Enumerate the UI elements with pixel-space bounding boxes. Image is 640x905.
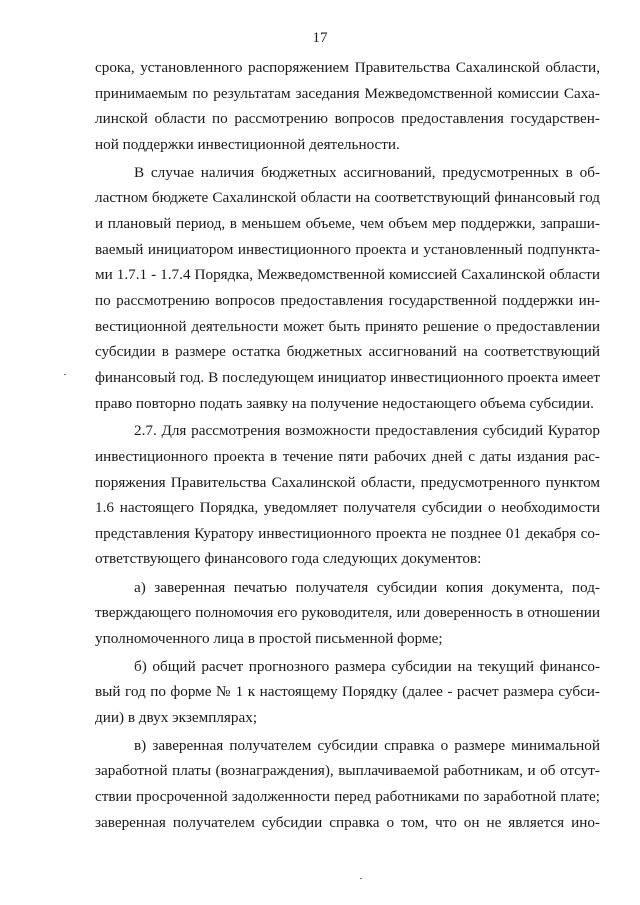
page-number: 17 xyxy=(312,30,328,46)
text-line: и плановый период, в меньшем объеме, чем объем мер поддержки, запраши- xyxy=(95,215,600,232)
text-line: уполномоченного лица в простой письменной форме; xyxy=(95,630,443,647)
text-line: представления Куратору инвестиционного проекта не позднее 01 декабря со- xyxy=(95,525,600,542)
text-line: ной поддержки инвестиционной деятельности. xyxy=(95,136,400,153)
text-line: вестиционной деятельности может быть принято решение о предоставлении xyxy=(95,318,600,335)
text-line: тверждающего полномочия его руководителя, или доверенность в отношении xyxy=(95,604,600,621)
text-line: заверенная получателем субсидии справка о том, что он не является ино- xyxy=(95,814,600,831)
text-line: ми 1.7.1 - 1.7.4 Порядка, Межведомственной комиссией Сахалинской области xyxy=(95,266,600,283)
text-line: вый год по форме № 1 к настоящему Порядку (далее - расчет размера субси- xyxy=(95,683,600,700)
text-line: срока, установленного распоряжением Правительства Сахалинской области, xyxy=(95,59,600,76)
text-line: финансовый год. В последующем инициатор инвестиционного проекта имеет xyxy=(95,369,600,386)
text-line: а) заверенная печатью получателя субсидии копия документа, под- xyxy=(134,579,600,596)
text-line: по рассмотрению вопросов предоставления государственной поддержки ин- xyxy=(95,292,600,309)
text-line: право повторно подать заявку на получение недостающего объема субсидии. xyxy=(95,395,594,412)
text-line: ластном бюджете Сахалинской области на соответствующий финансовый год xyxy=(95,189,600,206)
text-line: В случае наличия бюджетных ассигнований, предусмотренных в об- xyxy=(134,164,600,181)
text-line: ваемый инициатором инвестиционного проекта и установленный подпункта- xyxy=(95,241,600,258)
scan-speck xyxy=(64,374,66,375)
text-line: ствии просроченной задолженности перед работниками по заработной плате; xyxy=(95,788,600,805)
text-line: 2.7. Для рассмотрения возможности предоставления субсидий Куратор xyxy=(134,422,600,439)
text-line: дии) в двух экземплярах; xyxy=(95,709,258,726)
text-line: заработной платы (вознаграждения), выплачиваемой работникам, и об отсут- xyxy=(95,762,600,779)
scan-speck xyxy=(360,878,362,879)
text-line: принимаемым по результатам заседания Межведомственной комиссии Саха- xyxy=(95,85,600,102)
text-line: б) общий расчет прогнозного размера субсидии на текущий финансо- xyxy=(134,658,600,675)
text-line: 1.6 настоящего Порядка, уведомляет получателя субсидии о необходимости xyxy=(95,499,600,516)
text-line: ответствующего финансового года следующих документов: xyxy=(95,550,482,567)
text-line: в) заверенная получателем субсидии справка о размере минимальной xyxy=(134,737,600,754)
text-line: поряжения Правительства Сахалинской области, предусмотренного пунктом xyxy=(95,474,600,491)
text-line: субсидии в размере остатка бюджетных ассигнований на соответствующий xyxy=(95,343,600,360)
text-line: линской области по рассмотрению вопросов предоставления государствен- xyxy=(95,110,600,127)
text-line: инвестиционного проекта в течение пяти рабочих дней с даты издания рас- xyxy=(95,448,600,465)
